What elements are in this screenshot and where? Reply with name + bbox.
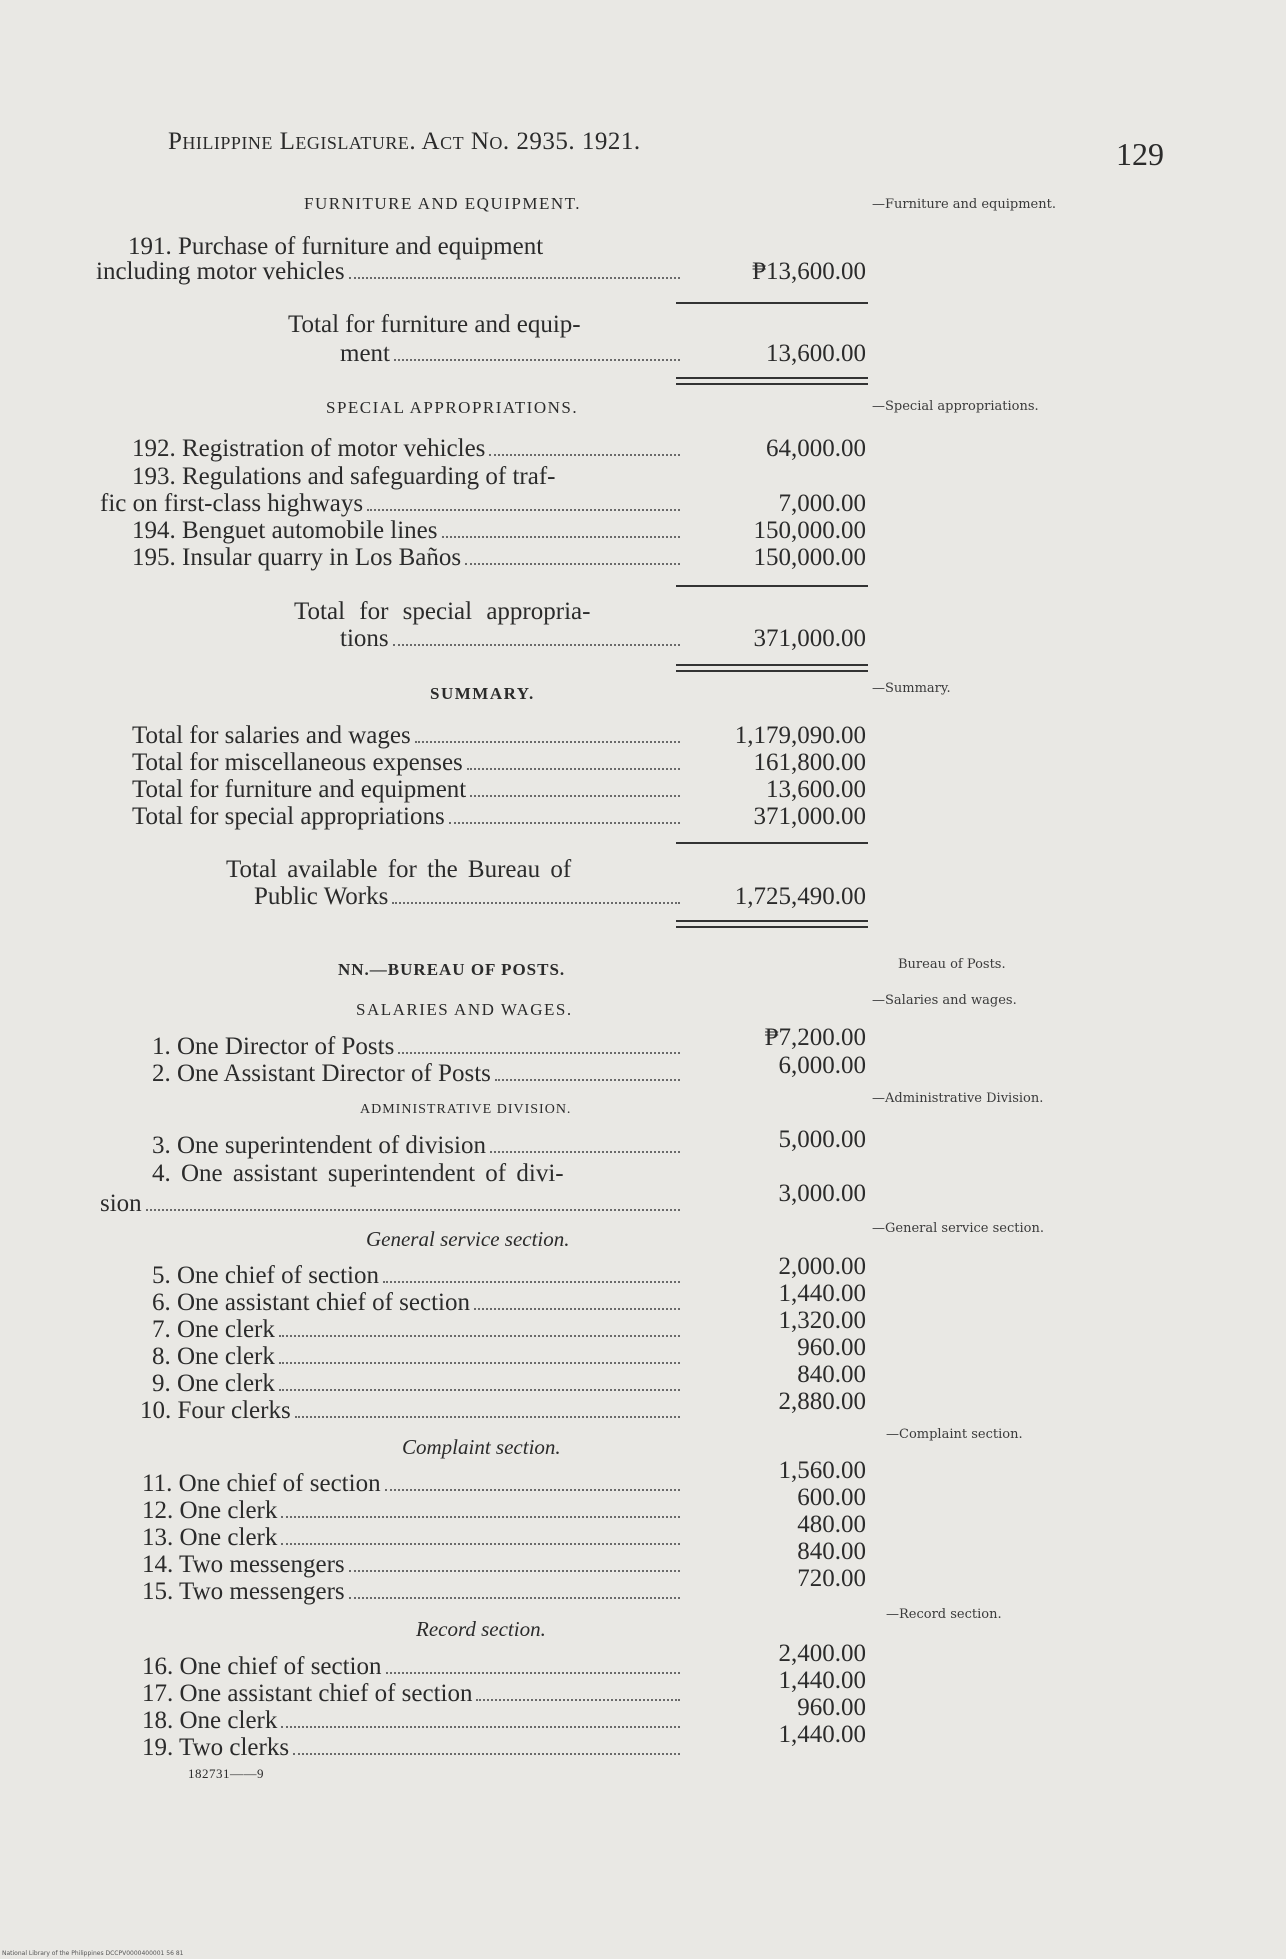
item-label: 19. Two clerks — [142, 1734, 290, 1761]
item-label: 15. Two messengers — [142, 1578, 345, 1605]
post-item-2-amount: 6,000.00 — [778, 1052, 866, 1079]
item-193-amount: 7,000.00 — [778, 490, 866, 517]
item-192-amount: 64,000.00 — [766, 435, 866, 462]
total-label: tions — [340, 625, 389, 652]
furniture-total-line2 — [340, 340, 686, 368]
post-item-1-amount: ₱7,200.00 — [764, 1024, 866, 1051]
item-label: Total for furniture and equipment — [132, 776, 467, 803]
item-label: 13. One clerk — [142, 1524, 278, 1551]
summary-total-line1: Total available for the Bureau of — [226, 856, 572, 883]
item-label: 16. One chief of section — [142, 1653, 382, 1680]
subheading-salaries: SALARIES AND WAGES. — [356, 1000, 573, 1019]
item-label: 2. One Assistant Director of Posts — [152, 1060, 491, 1087]
summary-row-salaries — [132, 722, 686, 750]
item-192 — [132, 435, 686, 463]
subheading-general: General service section. — [366, 1227, 570, 1251]
post-item-3-amount: 5,000.00 — [778, 1126, 866, 1153]
summary-amount-special: 371,000.00 — [753, 803, 866, 830]
side-note-admin: —Administrative Division. — [872, 1091, 1044, 1106]
item-194 — [132, 517, 686, 545]
post-item-14-amount: 840.00 — [797, 1538, 866, 1565]
section-heading-special: SPECIAL APPROPRIATIONS. — [326, 398, 579, 417]
item-label: 7. One clerk — [152, 1316, 275, 1343]
summary-row-furniture — [132, 776, 686, 804]
post-item-18 — [142, 1707, 686, 1735]
special-total-line2 — [340, 625, 686, 653]
post-item-16 — [142, 1653, 686, 1681]
total-rule — [676, 302, 868, 304]
total-rule — [676, 585, 868, 587]
side-note-complaint: —Complaint section. — [886, 1427, 1023, 1442]
item-label: 14. Two messengers — [142, 1551, 345, 1578]
summary-row-special — [132, 803, 686, 831]
item-label: 8. One clerk — [152, 1343, 275, 1370]
total-rule — [676, 842, 868, 844]
post-item-19 — [142, 1734, 686, 1762]
post-item-11 — [142, 1470, 686, 1498]
item-label: 12. One clerk — [142, 1497, 278, 1524]
post-item-5 — [152, 1262, 686, 1290]
total-label: ment — [340, 340, 390, 367]
post-item-19-amount: 1,440.00 — [778, 1721, 866, 1748]
side-note-record: —Record section. — [886, 1607, 1002, 1622]
post-item-8-amount: 960.00 — [797, 1334, 866, 1361]
side-note-summary: —Summary. — [872, 681, 951, 696]
item-195 — [132, 544, 686, 572]
item-193-line1: 193. Regulations and safeguarding of traf- — [132, 463, 556, 490]
subheading-record: Record section. — [416, 1617, 546, 1641]
item-194-amount: 150,000.00 — [753, 517, 866, 544]
item-label: sion — [100, 1190, 142, 1217]
post-item-15 — [142, 1578, 686, 1606]
post-item-10 — [140, 1397, 686, 1425]
post-item-2 — [152, 1060, 686, 1088]
item-195-amount: 150,000.00 — [753, 544, 866, 571]
post-item-8 — [152, 1343, 686, 1371]
item-label: Total for miscellaneous expenses — [132, 749, 463, 776]
item-label: 194. Benguet automobile lines — [132, 517, 438, 544]
post-item-9 — [152, 1370, 686, 1398]
summary-total-line2 — [254, 883, 686, 911]
post-item-13-amount: 480.00 — [797, 1511, 866, 1538]
item-label: 10. Four clerks — [140, 1397, 291, 1424]
scan-credit: National Library of the Philippines DCCPV0000400001 56 81 — [2, 1950, 184, 1957]
item-label: 195. Insular quarry in Los Baños — [132, 544, 462, 571]
item-label: Total for salaries and wages — [132, 722, 411, 749]
side-note-posts: Bureau of Posts. — [898, 957, 1006, 972]
subheading-admin: ADMINISTRATIVE DIVISION. — [360, 1102, 572, 1117]
post-item-18-amount: 960.00 — [797, 1694, 866, 1721]
item-label: 192. Registration of motor vehicles — [132, 435, 486, 462]
running-header: Philippine Legislature. Act No. 2935. 1921. — [168, 128, 641, 155]
post-item-10-amount: 2,880.00 — [778, 1388, 866, 1415]
post-item-4-line2 — [100, 1190, 686, 1218]
double-rule — [676, 377, 868, 385]
item-label: Total for special appropriations — [132, 803, 445, 830]
double-rule — [676, 920, 868, 928]
item-label: 17. One assistant chief of section — [142, 1680, 473, 1707]
post-item-11-amount: 1,560.00 — [778, 1457, 866, 1484]
item-191-amount: ₱13,600.00 — [752, 258, 866, 285]
section-heading-posts: NN.—BUREAU OF POSTS. — [338, 960, 566, 979]
side-note-general: —General service section. — [872, 1221, 1044, 1236]
post-item-17 — [142, 1680, 686, 1708]
post-item-12 — [142, 1497, 686, 1525]
item-label: fic on first-class highways — [100, 490, 364, 517]
post-item-6-amount: 1,440.00 — [778, 1280, 866, 1307]
page-number: 129 — [1116, 136, 1164, 172]
item-label: 9. One clerk — [152, 1370, 275, 1397]
double-rule — [676, 664, 868, 672]
item-193-line2 — [100, 490, 686, 518]
side-note-special: —Special appropriations. — [872, 399, 1039, 414]
item-191-line1: 191. Purchase of furniture and equipment — [128, 233, 544, 260]
summary-amount-furniture: 13,600.00 — [766, 776, 866, 803]
post-item-12-amount: 600.00 — [797, 1484, 866, 1511]
summary-amount-misc: 161,800.00 — [753, 749, 866, 776]
summary-amount-salaries: 1,179,090.00 — [734, 722, 866, 749]
post-item-7 — [152, 1316, 686, 1344]
post-item-3 — [152, 1132, 686, 1160]
printer-signature: 182731——9 — [188, 1766, 264, 1781]
post-item-13 — [142, 1524, 686, 1552]
post-item-1 — [152, 1033, 686, 1061]
side-note-furniture: —Furniture and equipment. — [872, 197, 1056, 212]
summary-row-misc — [132, 749, 686, 777]
summary-total-amount: 1,725,490.00 — [734, 883, 866, 910]
special-total-amount: 371,000.00 — [753, 625, 866, 652]
side-note-salaries: —Salaries and wages. — [872, 993, 1017, 1008]
section-heading-summary: SUMMARY. — [430, 684, 535, 703]
section-heading-furniture: FURNITURE AND EQUIPMENT. — [304, 194, 581, 213]
post-item-5-amount: 2,000.00 — [778, 1253, 866, 1280]
total-label: Public Works — [254, 883, 389, 910]
post-item-15-amount: 720.00 — [797, 1565, 866, 1592]
post-item-6 — [152, 1289, 686, 1317]
post-item-17-amount: 1,440.00 — [778, 1667, 866, 1694]
item-label: including motor vehicles — [96, 258, 345, 285]
item-label: 11. One chief of section — [142, 1470, 381, 1497]
item-label: 5. One chief of section — [152, 1262, 380, 1289]
item-label: 3. One superintendent of division — [152, 1132, 486, 1159]
post-item-9-amount: 840.00 — [797, 1361, 866, 1388]
post-item-16-amount: 2,400.00 — [778, 1640, 866, 1667]
item-191-line2 — [96, 258, 686, 286]
furniture-total-amount: 13,600.00 — [766, 340, 866, 367]
subheading-complaint: Complaint section. — [402, 1435, 561, 1459]
post-item-7-amount: 1,320.00 — [778, 1307, 866, 1334]
special-total-line1: Total for special appropria- — [294, 598, 591, 625]
post-item-4-line1: 4. One assistant superintendent of divi- — [152, 1160, 564, 1187]
furniture-total-line1: Total for furniture and equip- — [288, 311, 581, 338]
post-item-4-amount: 3,000.00 — [778, 1180, 866, 1207]
item-label: 1. One Director of Posts — [152, 1033, 395, 1060]
item-label: 6. One assistant chief of section — [152, 1289, 470, 1316]
item-label: 18. One clerk — [142, 1707, 278, 1734]
post-item-14 — [142, 1551, 686, 1579]
